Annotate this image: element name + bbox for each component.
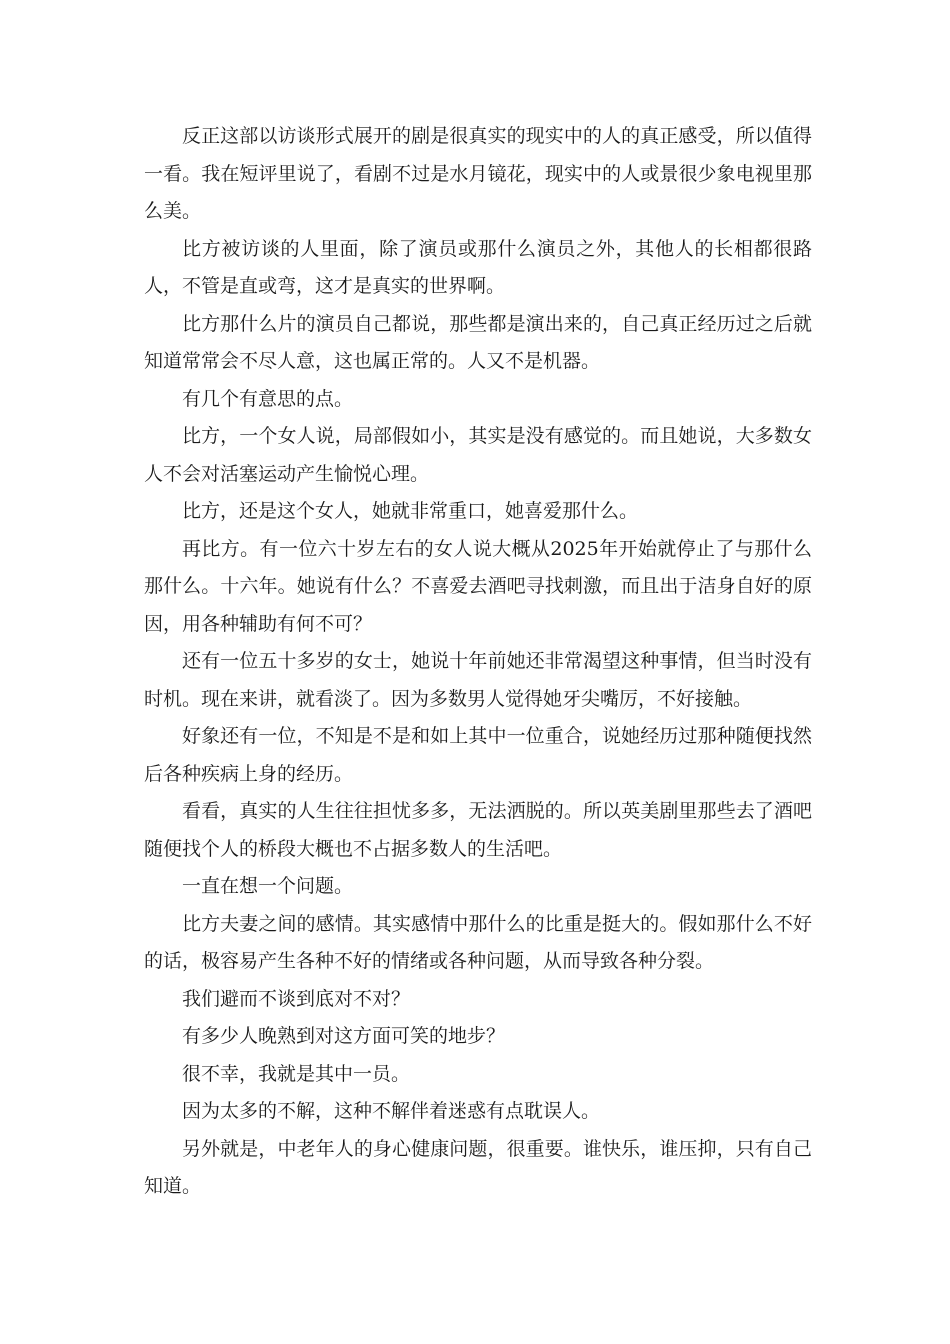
- paragraph: 比方，一个女人说，局部假如小，其实是没有感觉的。而且她说，大多数女人不会对活塞运动产生愉悦心理。: [144, 425, 812, 485]
- paragraph: 看看，真实的人生往往担忧多多，无法洒脱的。所以英美剧里那些去了酒吧随便找个人的桥段大概也不占据多数人的生活吧。: [144, 800, 812, 860]
- paragraph: 一直在想一个问题。: [182, 875, 354, 897]
- paragraph: 好象还有一位，不知是不是和如上其中一位重合，说她经历过那种随便找然后各种疾病上身的经历。: [144, 725, 812, 785]
- paragraph: 再比方。有一位六十岁左右的女人说大概从2025年开始就停止了与那什么那什么。十六年。她说有什么？不喜爱去酒吧寻找刺激，而且出于洁身自好的原因，用各种辅助有何不可？: [144, 537, 812, 635]
- paragraph: 比方被访谈的人里面，除了演员或那什么演员之外，其他人的长相都很路人，不管是直或弯，这才是真实的世界啊。: [144, 237, 812, 297]
- paragraph: 还有一位五十多岁的女士，她说十年前她还非常渴望这种事情，但当时没有时机。现在来讲，就看淡了。因为多数男人觉得她牙尖嘴厉，不好接触。: [144, 650, 812, 710]
- paragraph: 因为太多的不解，这种不解伴着迷惑有点耽误人。: [182, 1100, 601, 1122]
- paragraph: 比方那什么片的演员自己都说，那些都是演出来的，自己真正经历过之后就知道常常会不尽人意，这也属正常的。人又不是机器。: [144, 312, 812, 372]
- paragraph: 很不幸，我就是其中一员。: [182, 1062, 411, 1085]
- paragraph: 有多少人晚熟到对这方面可笑的地步？: [182, 1025, 506, 1047]
- paragraph: 我们避而不谈到底对不对？: [182, 987, 411, 1010]
- paragraph: 反正这部以访谈形式展开的剧是很真实的现实中的人的真正感受，所以值得一看。我在短评里说了，看剧不过是水月镜花，现实中的人或景很少象电视里那么美。: [144, 125, 812, 222]
- paragraph: 另外就是，中老年人的身心健康问题，很重要。谁快乐，谁压抑，只有自己知道。: [144, 1137, 812, 1197]
- paragraph: 比方，还是这个女人，她就非常重口，她喜爱那什么。: [182, 500, 639, 522]
- paragraph: 比方夫妻之间的感情。其实感情中那什么的比重是挺大的。假如那什么不好的话，极容易产生各种不好的情绪或各种问题，从而导致各种分裂。: [144, 912, 812, 972]
- paragraph: 有几个有意思的点。: [182, 387, 354, 410]
- document-body: [144, 118, 812, 1206]
